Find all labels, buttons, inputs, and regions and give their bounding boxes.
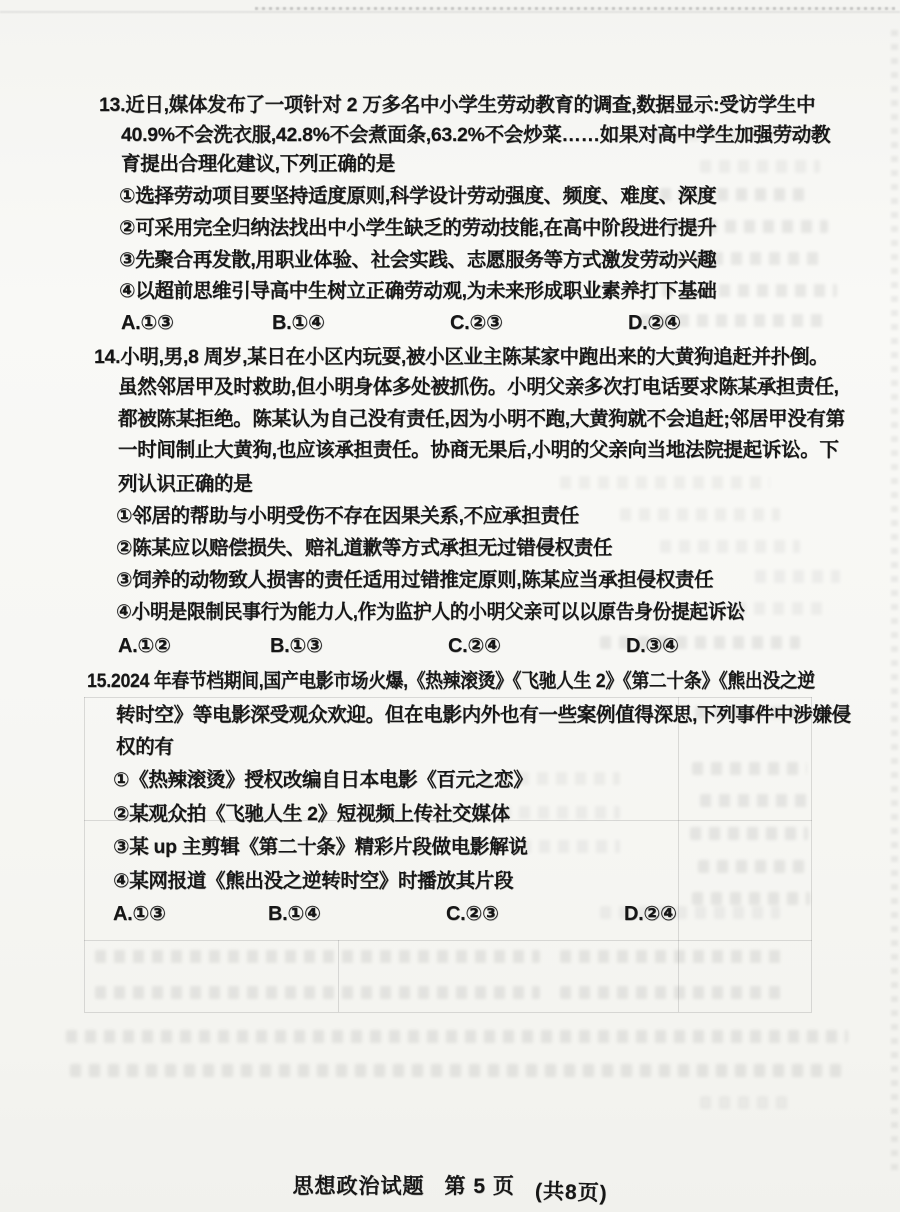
scan-artifact-top-shadow (0, 11, 900, 13)
question-14-answer-a: A.①② (118, 635, 171, 657)
question-14-answer-d: D.③④ (626, 635, 679, 657)
question-15-option-2: ②某观众拍《飞驰人生 2》短视频上传社交媒体 (113, 803, 510, 825)
question-14-line-1: 14.小明,男,8 周岁,某日在小区内玩耍,被小区业主陈某家中跑出来的大黄狗追赶并扑倒。 (94, 346, 829, 368)
question-14-line-2: 虽然邻居甲及时救助,但小明身体多处被抓伤。小明父亲多次打电话要求陈某承担责任, (118, 376, 839, 398)
question-13-line-2: 40.9%不会洗衣服,42.8%不会煮面条,63.2%不会炒菜……如果对高中学生加强劳动教 (121, 124, 831, 146)
question-13-answer-d: D.②④ (628, 312, 681, 334)
question-14-option-3: ③饲养的动物致人损害的责任适用过错推定原则,陈某应当承担侵权责任 (116, 569, 714, 591)
question-13-option-3: ③先聚合再发散,用职业体验、社会实践、志愿服务等方式激发劳动兴趣 (119, 249, 717, 271)
question-15-line-2: 转时空》等电影深受观众欢迎。但在电影内外也有一些案例值得深思,下列事件中涉嫌侵 (116, 704, 851, 726)
question-14-option-4: ④小明是限制民事行为能力人,作为监护人的小明父亲可以以原告身份提起诉讼 (116, 601, 745, 623)
question-14-option-1: ①邻居的帮助与小明受伤不存在因果关系,不应承担责任 (116, 505, 579, 527)
question-14-line-5: 列认识正确的是 (118, 473, 253, 495)
question-14-option-2: ②陈某应以赔偿损失、赔礼道歉等方式承担无过错侵权责任 (116, 537, 613, 559)
footer-paper-title: 思想政治试题 (292, 1175, 425, 1198)
question-14-line-4: 一时间制止大黄狗,也应该承担责任。协商无果后,小明的父亲向当地法院提起诉讼。下 (118, 439, 839, 461)
question-15-option-3: ③某 up 主剪辑《第二十条》精彩片段做电影解说 (113, 836, 528, 858)
question-14-answer-c: C.②④ (448, 635, 501, 657)
question-13-option-4: ④以超前思维引导高中生树立正确劳动观,为未来形成职业素养打下基础 (119, 280, 717, 302)
question-15-answer-c: C.②③ (446, 903, 499, 925)
page-footer (0, 1170, 900, 1206)
question-13-option-2: ②可采用完全归纳法找出中小学生缺乏的劳动技能,在高中阶段进行提升 (119, 217, 717, 239)
question-13-line-1: 13.近日,媒体发布了一项针对 2 万多名中小学生劳动教育的调查,数据显示:受访学生中 (99, 94, 816, 116)
question-13-answer-c: C.②③ (450, 312, 503, 334)
question-13-answer-b: B.①④ (272, 312, 325, 334)
footer-total-pages: (共8页) (534, 1179, 608, 1206)
scan-artifact-top-edge (255, 7, 895, 10)
question-15-answer-a: A.①③ (113, 903, 166, 925)
question-13-line-3: 育提出合理化建议,下列正确的是 (121, 153, 395, 175)
question-13-answer-a: A.①③ (121, 312, 174, 334)
question-14-line-3: 都被陈某拒绝。陈某认为自己没有责任,因为小明不跑,大黄狗就不会追赶;邻居甲没有第 (118, 408, 845, 430)
scan-artifact-right-edge (891, 30, 898, 1170)
question-15-answer-d: D.②④ (624, 903, 677, 925)
question-15-line-1: 15.2024 年春节档期间,国产电影市场火爆,《热辣滚烫》《飞驰人生 2》《第二十条》《熊出没之逆 (87, 670, 815, 692)
footer-page-number: 第 5 页 (444, 1175, 515, 1198)
question-14-answer-b: B.①③ (270, 635, 323, 657)
question-13-option-1: ①选择劳动项目要坚持适度原则,科学设计劳动强度、频度、难度、深度 (119, 185, 717, 207)
question-15-option-1: ①《热辣滚烫》授权改编自日本电影《百元之恋》 (113, 769, 533, 791)
question-15-answer-b: B.①④ (268, 903, 321, 925)
question-15-option-4: ④某网报道《熊出没之逆转时空》时播放其片段 (113, 870, 514, 892)
question-15-line-3: 权的有 (116, 736, 174, 758)
